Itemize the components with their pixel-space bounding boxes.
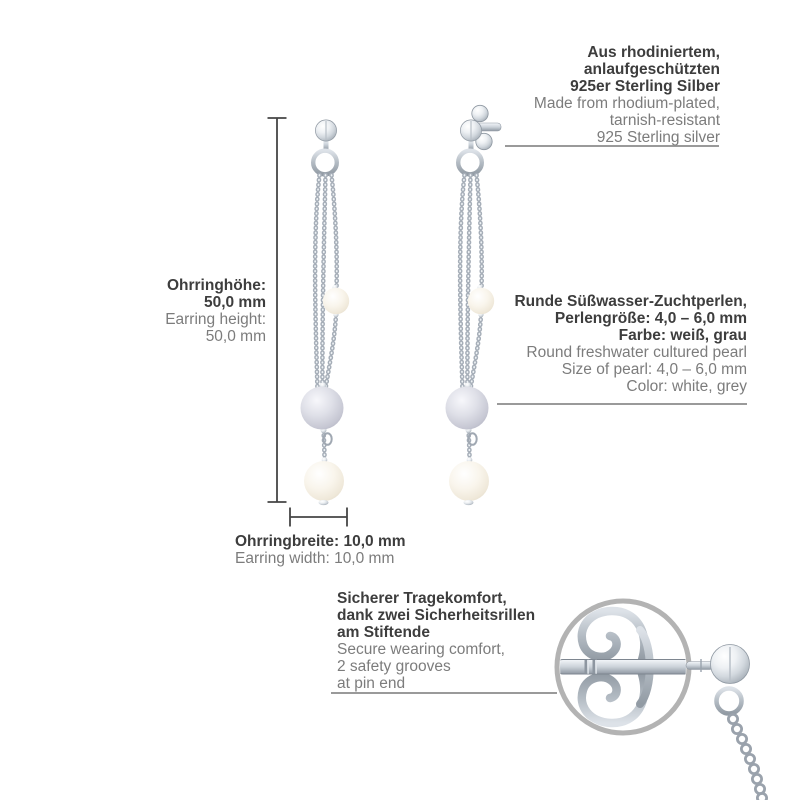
material-de-line: Aus rhodiniertem,	[587, 44, 720, 61]
pearl-de-line: Runde Süßwasser-Zuchtperlen,	[514, 293, 747, 310]
material-en-line: tarnish-resistant	[609, 112, 720, 129]
earring-front	[301, 120, 350, 505]
material-en-line: 925 Sterling silver	[596, 129, 720, 146]
comfort-de-line: dank zwei Sicherheitsrillen	[337, 607, 536, 624]
comfort-en-line: at pin end	[337, 675, 406, 692]
height-en-line: 50,0 mm	[205, 328, 266, 345]
pearl-en-line: Size of pearl: 4,0 – 6,0 mm	[561, 361, 747, 378]
material-de-line: 925er Sterling Silber	[570, 78, 720, 95]
height-en-line: Earring height:	[165, 311, 266, 328]
width-en-line: Earring width: 10,0 mm	[235, 550, 395, 567]
stud-ring	[717, 689, 742, 714]
material-en-line: Made from rhodium-plated,	[533, 95, 720, 112]
width-measure-line	[290, 508, 347, 527]
comfort-en-line: Secure wearing comfort,	[337, 641, 505, 658]
comfort-en-line: 2 safety grooves	[337, 658, 451, 675]
height-annotation	[165, 277, 266, 345]
pearl-de-line: Farbe: weiß, grau	[618, 327, 747, 344]
butterfly-lobe	[472, 105, 488, 121]
clasp-detail	[556, 601, 767, 800]
stud-pin	[556, 660, 692, 675]
stud-chain	[728, 714, 766, 800]
height-de-line: Ohrringhöhe:	[166, 277, 266, 294]
comfort-annotation	[337, 590, 535, 692]
height-measure-line	[268, 118, 287, 502]
material-annotation	[534, 44, 720, 146]
pearl-en-line: Color: white, grey	[626, 378, 747, 395]
pearl-en-line: Round freshwater cultured pearl	[526, 344, 747, 361]
width-de-line: Ohrringbreite: 10,0 mm	[235, 533, 406, 550]
stud-pin-outer	[686, 662, 714, 670]
comfort-de-line: Sicherer Tragekomfort,	[337, 590, 507, 607]
pearl-de-line: Perlengröße: 4,0 – 6,0 mm	[554, 310, 747, 327]
width-annotation	[235, 533, 406, 567]
earring-back	[446, 120, 495, 505]
pearl-annotation	[514, 293, 747, 395]
comfort-de-line: am Stiftende	[337, 624, 431, 641]
height-de-line: 50,0 mm	[203, 294, 266, 311]
material-de-line: anlaufgeschützten	[583, 61, 720, 78]
